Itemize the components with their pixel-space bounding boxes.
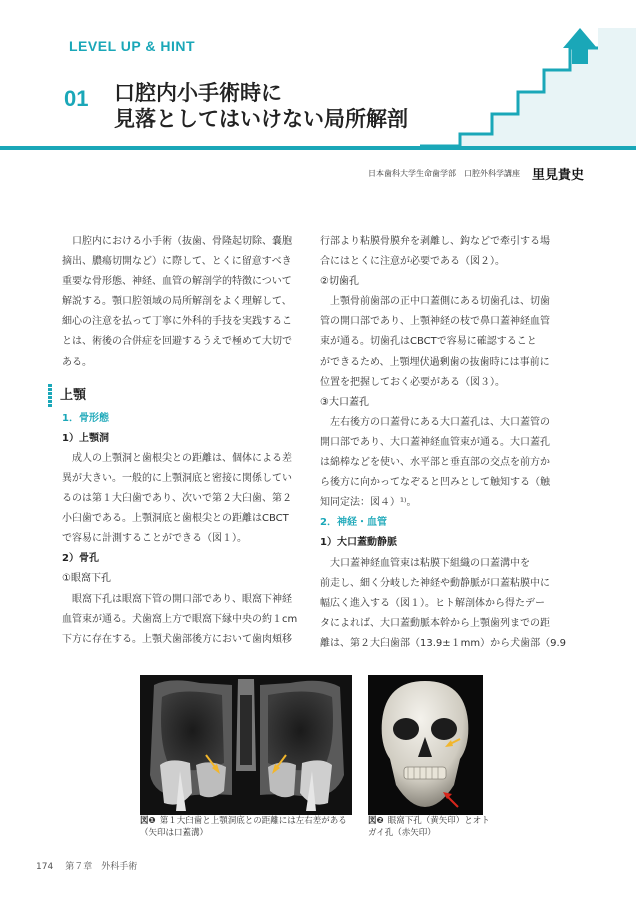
text-line: で容易に計測することができる（図１）。	[62, 533, 247, 545]
continued-paragraph	[320, 232, 550, 272]
text-line: 小臼歯である。上顎洞底と歯根尖との距離はCBCT	[62, 513, 289, 525]
skull-3d-illustration	[368, 675, 483, 815]
subheading-infraorbital: ①眼窩下孔	[62, 573, 111, 585]
author-affiliation: 日本歯科大学生命歯学部 口腔外科学講座	[368, 169, 520, 178]
chapter-number: 01	[64, 86, 89, 111]
text-line: 合にはとくに注意が必要である（図２）。	[320, 256, 505, 268]
figure-1-ct-image	[140, 675, 352, 815]
ct-scan-illustration	[140, 675, 352, 815]
subheading-sinus: 1）上顎洞	[62, 432, 109, 444]
text-line: 下方に存在する。上顎犬歯部後方において歯肉頬移	[62, 633, 292, 645]
artery-paragraph	[320, 554, 567, 654]
text-line: は綿棒などを使い、水平部と垂直部の交点を前方か	[320, 457, 550, 469]
figure-2-label: 図❷	[368, 816, 384, 826]
text-line: 血管束が通る。犬歯窩上方で眼窩下縁中央の約１cm	[62, 613, 298, 625]
series-brand: LEVEL UP & HINT	[69, 38, 196, 54]
author-name: 里見貴史	[532, 168, 585, 183]
figure-1-caption-text: 第１大臼歯と上顎洞底との距離には左右差がある（矢印は口蓋溝）	[140, 816, 347, 838]
page-number: 174	[36, 862, 54, 872]
stairs-arrow-graphic	[420, 28, 636, 150]
text-line: 開口部であり、大口蓋神経血管束が通る。大口蓋孔	[320, 436, 550, 448]
text-line: 口腔内における小手術（抜歯、骨隆起切除、嚢胞	[72, 236, 292, 247]
subheading-foramina: 2）骨孔	[62, 553, 99, 565]
right-column	[320, 232, 567, 654]
text-line: ができるため、上顎埋伏過剰歯の抜歯時には事前に	[320, 356, 550, 368]
subheading-bone: 1．骨形態	[62, 412, 109, 424]
text-line: るのは第１大臼歯であり、次いで第２大臼歯、第２	[62, 493, 292, 505]
sinus-paragraph	[62, 449, 292, 549]
text-line: とは、術後の合併症を回避するうえで極めて大切で	[62, 336, 292, 348]
subheading-incisive: ②切歯孔	[320, 276, 359, 288]
left-column	[60, 232, 298, 650]
intro-paragraph	[62, 232, 292, 373]
text-line: 成人の上顎洞と歯根尖との距離は、個体による差	[72, 452, 292, 464]
text-line: 前走し、細く分岐した神経や動静脈が口蓋粘膜中に	[320, 577, 550, 589]
text-line: 束が通る。切歯孔はCBCTで容易に確認すること	[320, 336, 537, 348]
page-title-line-1: 口腔内小手術時に	[114, 81, 282, 105]
page-title-line-2: 見落としてはいけない局所解剖	[114, 107, 408, 131]
text-line: 管の開口部であり、上顎神経の枝で鼻口蓋神経血管	[320, 316, 550, 328]
text-line: 離は、第２大臼歯部（13.9±１mm）から犬歯部（9.9	[320, 637, 567, 649]
section-heading	[48, 383, 292, 409]
text-line: 解説する。顎口腔領域の局所解剖をよく理解して、	[62, 296, 292, 308]
text-line: タによれば、大口蓋動脈本幹から上顎歯列までの距	[320, 617, 550, 629]
text-line: 位置を把握しておく必要がある（図３）。	[320, 376, 505, 388]
infraorbital-paragraph	[62, 590, 298, 650]
subheading-nerves-vessels: 2．神経・血管	[320, 517, 387, 529]
subheading-greater-palatine: ③大口蓋孔	[320, 396, 369, 408]
header-rule	[0, 146, 636, 150]
incisive-paragraph	[320, 292, 550, 392]
text-line: ある。	[62, 356, 92, 368]
greater-palatine-paragraph	[320, 413, 550, 513]
page-footer	[36, 859, 149, 872]
text-line: 上顎骨前歯部の正中口蓋側にある切歯孔は、切歯	[330, 296, 550, 308]
text-line: 細心の注意を払って丁寧に外科的手技を実践するこ	[62, 316, 292, 328]
text-line: 異が大きい。一般的に上顎洞底と密接に関係してい	[62, 472, 292, 484]
section-marker	[48, 384, 52, 408]
text-line: 左右後方の口蓋骨にある大口蓋孔は、大口蓋管の	[330, 416, 550, 428]
text-line: 大口蓋神経血管束は粘膜下組織の口蓋溝中を	[330, 557, 530, 569]
figure-2-caption-text: 眼窩下孔（黄矢印）とオトガイ孔（赤矢印）	[368, 816, 490, 838]
text-line: 眼窩下孔は眼窩下管の開口部であり、眼窩下神経	[72, 593, 292, 605]
figure-2-skull-image	[368, 675, 483, 815]
figure-1-caption	[140, 815, 354, 839]
text-line: 重要な骨形態、神経、血管の解剖学的特徴について	[62, 276, 292, 288]
text-line: ら後方に向かってなぞると凹みとして触知する（触	[320, 477, 550, 489]
text-line: 行部より粘膜骨膜弁を剥離し、鈎などで牽引する場	[320, 236, 550, 247]
chapter-label: 第７章 外科手術	[65, 862, 138, 872]
figure-2-caption	[368, 815, 492, 839]
text-line: 知同定法：図４）¹⁾。	[320, 497, 417, 509]
subheading-greater-palatine-artery: 1）大口蓋動静脈	[320, 537, 397, 549]
text-line: 幅広く進入する（図１）。ヒト解剖体から得たデー	[320, 597, 545, 609]
text-line: 摘出、膿瘍切開など）に際して、とくに留意すべき	[62, 256, 292, 268]
section-heading-text: 上顎	[60, 387, 87, 403]
figure-1-label: 図❶	[140, 816, 156, 826]
